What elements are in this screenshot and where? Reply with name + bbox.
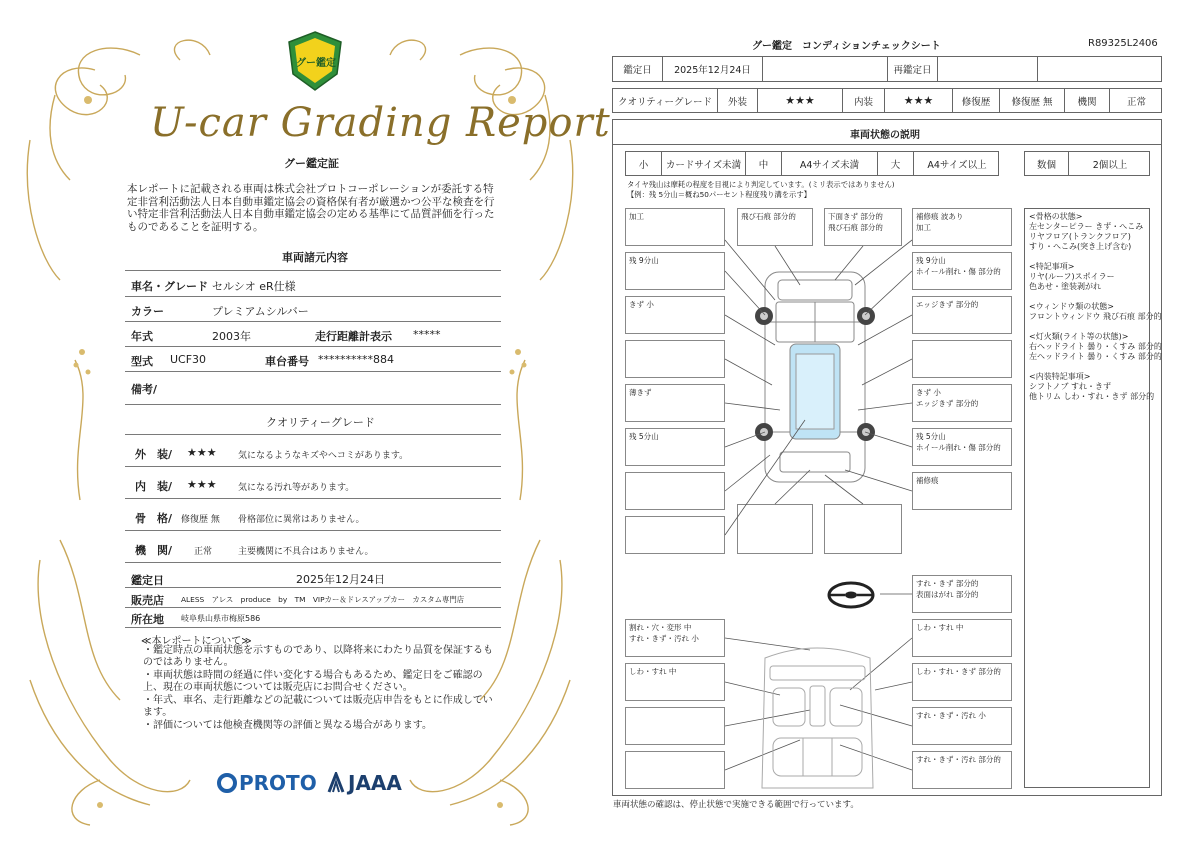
interior-label: 内 装/ xyxy=(135,480,173,493)
divider xyxy=(125,346,501,347)
remarks-label: 備考/ xyxy=(131,383,158,396)
cert-subtitle: グー鑑定証 xyxy=(284,157,339,170)
repair-label-cell: 修復歴 xyxy=(953,89,1000,112)
size-mid: 中 xyxy=(746,152,782,175)
sheet-title: グー鑑定 コンディションチェックシート xyxy=(752,41,941,52)
cert-title: U-car Grading Report xyxy=(150,100,611,146)
year-label: 年式 xyxy=(131,330,153,343)
steering-wheel-icon xyxy=(826,580,876,610)
footer-note: 車両状態の確認は、停止状態で実施できる範囲で行っています。 xyxy=(613,800,859,810)
size-small: 小 xyxy=(626,152,662,175)
redate-label-cell: 再鑑定日 xyxy=(888,57,938,81)
engine-label-cell: 機関 xyxy=(1065,89,1110,112)
sheet-id: R89325L2406 xyxy=(1088,38,1158,49)
callout-box: きず 小 エッジきず 部分的 xyxy=(912,384,1012,422)
frame-grade: 修復歴 無 xyxy=(181,515,220,525)
badge-label: グー鑑定 xyxy=(296,58,336,69)
note-line: <内装特記事項> xyxy=(1029,372,1091,381)
cert-intro: 本レポートに記載される車両は株式会社プロトコーポレーションが委託する特定非営利活動法人日本自動車鑑定協会の資格保有者が厳選かつ公平な検査を行い特定非営利活動法人日本自動車鑑定協会の定める基準にて品質評価を行ったものであることを証明する。 xyxy=(127,183,495,233)
callout-box xyxy=(625,707,725,745)
address-label: 所在地 xyxy=(131,613,164,626)
model-label: 型式 xyxy=(131,355,153,368)
frame-label: 骨 格/ xyxy=(135,512,173,525)
callout-box: 残 5分山 ホイール削れ・傷 部分的 xyxy=(912,428,1012,466)
divider xyxy=(125,434,501,435)
note-line: リヤ(ルーフ)スポイラー xyxy=(1029,272,1115,281)
engine-value-cell: 正常 xyxy=(1126,96,1146,108)
callout-box: 飛び石痕 部分的 xyxy=(737,208,813,246)
car-name-label: 車名・グレード xyxy=(131,280,208,293)
color-label: カラー xyxy=(131,305,164,318)
note-line: シフトノブ すれ・きず xyxy=(1029,382,1112,391)
size-large-desc: A4サイズ以上 xyxy=(927,159,987,171)
callout-box: 薄きず xyxy=(625,384,725,422)
proto-logo-text: PROTO xyxy=(239,771,317,795)
frame-comment: 骨格部位に異常はありません。 xyxy=(238,515,365,525)
note-line xyxy=(1029,362,1145,372)
divider xyxy=(125,466,501,467)
callout-box xyxy=(625,751,725,789)
divider xyxy=(125,587,501,588)
note-line: <ウィンドウ類の状態> xyxy=(1029,302,1114,311)
dealer-label: 販売店 xyxy=(131,594,164,607)
condition-heading: 車両状態の説明 xyxy=(850,130,920,141)
ext-value-cell: ★★★ xyxy=(758,89,843,112)
proto-mark-icon xyxy=(217,773,237,793)
count-label: 数個 xyxy=(1025,152,1069,175)
chassis-label: 車台番号 xyxy=(265,355,309,368)
note-line: <灯火類(ライト等の状態)> xyxy=(1029,332,1129,341)
year-value: 2003年 xyxy=(212,330,251,343)
condition-sheet xyxy=(600,0,1200,848)
about-item: ・車両状態は時間の経過に伴い変化する場合もあるため、鑑定日をご確認の上、現在の車両状態については販売店にお問合せください。 xyxy=(143,670,483,693)
note-line: 他トリム しわ・すれ・きず 部分的 xyxy=(1029,392,1155,401)
callout-box: 残 9分山 ホイール削れ・傷 部分的 xyxy=(912,252,1012,290)
note-line: 色あせ・塗装剥がれ xyxy=(1029,282,1101,291)
engine-label: 機 関/ xyxy=(135,544,173,557)
about-heading: ≪本レポートについて≫ xyxy=(141,636,252,647)
repair-value-cell: 修復歴 無 xyxy=(1000,89,1065,112)
date-value: 2025年12月24日 xyxy=(296,573,385,586)
size-mid-desc: A4サイズ未満 xyxy=(782,152,878,175)
interior-comment: 気になる汚れ等があります。 xyxy=(238,483,355,493)
dealer-value: ALESS アレス produce by TM VIPカー＆ドレスアップカー カスタム専門店 xyxy=(181,595,465,604)
callout-box: エッジきず 部分的 xyxy=(912,296,1012,334)
size-small-desc: カードサイズ未満 xyxy=(662,152,746,175)
date-label-cell: 鑑定日 xyxy=(613,57,663,81)
divider xyxy=(125,371,501,372)
note-line: <特記事項> xyxy=(1029,262,1075,271)
grade-label-cell: クオリティーグレード xyxy=(613,89,718,112)
callout-box: 加工 xyxy=(625,208,725,246)
car-interior-diagram xyxy=(755,638,880,793)
exterior-label: 外 装/ xyxy=(135,448,173,461)
divider xyxy=(125,321,501,322)
note-line: すり・へこみ(突き上げ含む) xyxy=(1029,242,1132,251)
divider xyxy=(125,404,501,405)
ext-label-cell: 外装 xyxy=(718,89,758,112)
callout-box: 割れ・穴・変形 中 すれ・きず・汚れ 小 xyxy=(625,619,725,657)
tire-example: 【例：残 5分山＝概ね50パーセント程度残り溝を示す】 xyxy=(627,190,811,199)
date-label: 鑑定日 xyxy=(131,574,164,587)
color-value: プレミアムシルバー xyxy=(212,305,309,318)
engine-comment: 主要機関に不具合はありません。 xyxy=(238,547,374,557)
about-item: ・評価については他検査機関等の評価と異なる場合があります。 xyxy=(143,720,432,731)
notes-panel xyxy=(1024,208,1162,788)
address-value: 岐阜県山県市梅原586 xyxy=(181,614,261,623)
note-line: 左センターピラー きず・へこみ xyxy=(1029,222,1144,231)
car-name-value: セルシオ eR仕様 xyxy=(212,280,296,293)
engine-grade: 正常 xyxy=(194,547,213,557)
exterior-grade: ★★★ xyxy=(187,446,217,459)
divider xyxy=(125,296,501,297)
note-line: 右ヘッドライト 曇り・くすみ 部分的 xyxy=(1029,342,1162,351)
note-line: 左ヘッドライト 曇り・くすみ 部分的 xyxy=(1029,352,1162,361)
divider xyxy=(125,270,501,271)
divider xyxy=(125,627,501,628)
spec-heading: 車両諸元内容 xyxy=(282,251,348,264)
date-value-cell: 2025年12月24日 xyxy=(663,57,763,81)
size-large: 大 xyxy=(878,152,914,175)
about-item: ・鑑定時点の車両状態を示すものであり、以降将来にわたり品質を保証するものではありません。 xyxy=(143,645,493,668)
callout-box: 補修痕 波あり 加工 xyxy=(912,208,1012,246)
int-label-cell: 内装 xyxy=(843,89,885,112)
int-value-cell: ★★★ xyxy=(885,89,953,112)
callout-box: 残 5分山 xyxy=(625,428,725,466)
mileage-value: ***** xyxy=(413,328,441,341)
divider xyxy=(125,562,501,563)
callout-box: 下面きず 部分的 飛び石痕 部分的 xyxy=(824,208,902,246)
exterior-comment: 気になるようなキズやヘコミがあります。 xyxy=(238,451,409,461)
note-line xyxy=(1029,292,1145,302)
interior-grade: ★★★ xyxy=(187,478,217,491)
callout-box: すれ・きず・汚れ 小 xyxy=(912,707,1012,745)
note-line: リヤフロア(トランクフロア) xyxy=(1029,232,1131,241)
divider xyxy=(125,498,501,499)
note-line xyxy=(1029,252,1145,262)
note-line: フロントウィンドウ 飛び石痕 部分的 xyxy=(1029,312,1162,321)
about-item: ・年式、車名、走行距離などの記載については販売店申告をもとに作成しています。 xyxy=(143,695,493,718)
mileage-label: 走行距離計表示 xyxy=(315,330,392,343)
count-desc: 2個以上 xyxy=(1092,159,1128,171)
jaaa-logo-text: JAAA xyxy=(348,771,402,795)
tire-note: タイヤ残山は摩耗の程度を目視により判定しています。(ミリ表示ではありません) xyxy=(627,180,895,189)
callout-box: 補修痕 xyxy=(912,472,1012,510)
divider xyxy=(125,530,501,531)
callout-box: きず 小 xyxy=(625,296,725,334)
callout-box: すれ・きず・汚れ 部分的 xyxy=(912,751,1012,789)
note-line xyxy=(1029,322,1145,332)
callout-box: しわ・すれ 中 xyxy=(625,663,725,701)
note-line: <骨格の状態> xyxy=(1029,212,1083,221)
jaaa-mark-icon xyxy=(327,772,345,794)
model-value: UCF30 xyxy=(170,353,207,366)
callout-box: しわ・すれ・きず 部分的 xyxy=(912,663,1012,701)
callout-box: すれ・きず 部分的 表面はがれ 部分的 xyxy=(912,575,1012,613)
callout-box: 残 9分山 xyxy=(625,252,725,290)
callout-box: しわ・すれ 中 xyxy=(912,619,1012,657)
quality-heading: クオリティーグレード xyxy=(266,416,375,429)
divider xyxy=(125,607,501,608)
chassis-value: **********884 xyxy=(318,353,394,366)
goo-badge xyxy=(287,30,343,92)
